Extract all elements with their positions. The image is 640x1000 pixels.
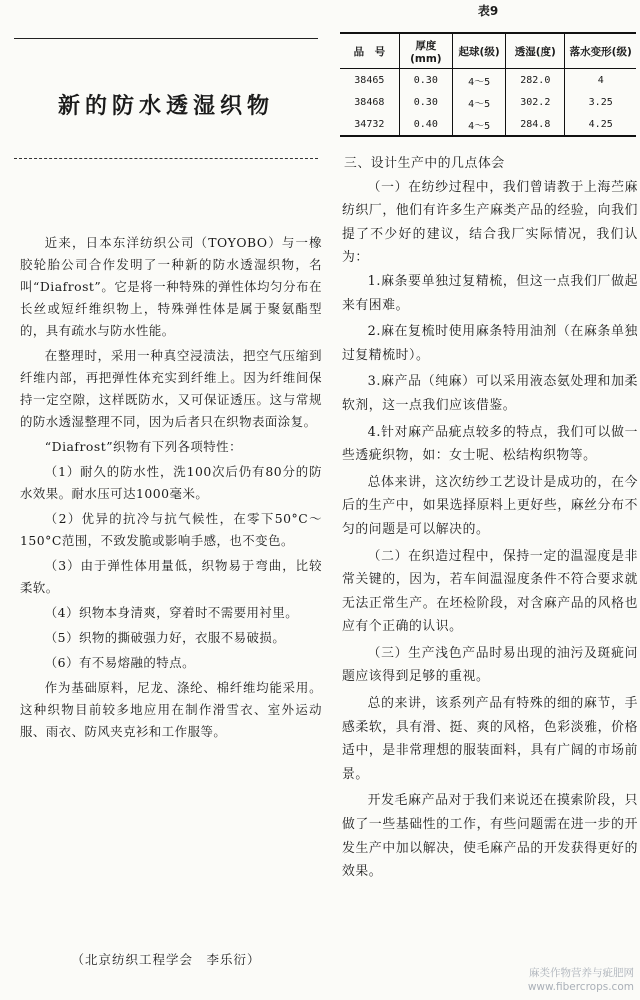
section-paragraph: （三）生产浅色产品时易出现的油污及斑疵问题应该得到足够的重视。 bbox=[342, 645, 638, 685]
section-paragraph: 开发毛麻产品对于我们来说还在摸索阶段，只做了一些基础性的工作，有些问题需在进一步的开发生产中加以解决，使毛麻产品的开发获得更好的效果。 bbox=[342, 793, 638, 880]
column-header: 落水变形(级) bbox=[565, 33, 636, 69]
site-watermark bbox=[528, 966, 634, 994]
table-cell: 302.2 bbox=[506, 91, 565, 113]
table-cell: 4～5 bbox=[452, 113, 505, 136]
section-paragraph: （二）在织造过程中，保持一定的温湿度是非常关键的，因为，若车间温湿度条件不符合要求就无法正常生产。在坯检阶段，对含麻产品的风格也应有个正确的认识。 bbox=[342, 548, 638, 635]
table-cell: 284.8 bbox=[506, 113, 565, 136]
table-cell: 282.0 bbox=[506, 69, 565, 92]
section-paragraph: （一）在纺纱过程中，我们曾请教于上海苎麻纺织厂，他们有许多生产麻类产品的经验，向我们提了不少好的建议，结合我厂实际情况，我们认为： bbox=[342, 179, 638, 266]
section-list-item: 4.针对麻产品疵点较多的特点，我们可以做一些透疵织物，如：女士呢、松结构织物等。 bbox=[342, 424, 638, 464]
feature-item: （4）织物本身清爽，穿着时不需要用衬里。 bbox=[44, 605, 299, 620]
table-cell: 38465 bbox=[354, 74, 385, 86]
article-title: 新的防水透湿织物 bbox=[57, 93, 274, 119]
author-signoff: （北京纺织工程学会 李乐衍） bbox=[71, 952, 261, 967]
feature-item: （2）优异的抗冷与抗气候性，在零下50°C～150°C范围，不致发脆或影响手感，也不变色。 bbox=[20, 511, 322, 548]
table-header-row bbox=[340, 33, 636, 69]
article-paragraph: “Diafrost”织物有下列各项特性： bbox=[44, 439, 242, 454]
column-header: 起球(级) bbox=[452, 33, 505, 69]
table-row bbox=[340, 113, 636, 136]
table-cell: 4～5 bbox=[452, 91, 505, 113]
table-cell: 0.30 bbox=[399, 69, 452, 92]
article-paragraph: 近来，日本东洋纺织公司（TOYOBO）与一橡胶轮胎公司合作发明了一种新的防水透湿织物，名叫“Diafrost”。它是将一种特殊的弹性体均匀分布在长丝或短纤维织物上，特殊弹性体是属于聚氨酯型的，具有疏水与防水性能。 bbox=[20, 235, 322, 338]
table-cell: 0.30 bbox=[399, 91, 452, 113]
article-body bbox=[20, 232, 322, 746]
table-cell: 38468 bbox=[354, 96, 385, 108]
title-bottom-rule bbox=[14, 158, 318, 159]
article-paragraph: 作为基础原料，尼龙、涤纶、棉纤维均能采用。这种织物目前较多地应用在制作滑雪衣、室外运动服、雨衣、防风夹克衫和工作服等。 bbox=[20, 680, 322, 739]
section-paragraph: 总体来讲，这次纺纱工艺设计是成功的，在今后的生产中，如果选择原料上更好些，麻丝分布不匀的问题是可以解决的。 bbox=[342, 474, 638, 537]
table-cell: 34732 bbox=[340, 113, 399, 136]
section-body bbox=[342, 152, 638, 887]
table-row bbox=[340, 69, 636, 92]
table-cell: 0.40 bbox=[399, 113, 452, 136]
feature-item: （3）由于弹性体用量低，织物易于弯曲，比较柔软。 bbox=[20, 558, 322, 595]
section-list-item: 1.麻条要单独过复精梳，但这一点我们厂做起来有困难。 bbox=[342, 273, 638, 313]
section-heading: 三、设计生产中的几点体会 bbox=[344, 156, 505, 171]
watermark-url: www.fibercrops.com bbox=[527, 981, 634, 993]
right-column bbox=[336, 0, 640, 1000]
section-list-item: 2.麻在复梳时使用麻条特用油剂（在麻条单独过复精梳时）。 bbox=[342, 324, 638, 363]
watermark-site-name: 麻类作物营养与疵肥网 bbox=[529, 967, 634, 979]
column-header: 品 号 bbox=[340, 33, 399, 69]
feature-item: （6）有不易熔融的特点。 bbox=[44, 655, 195, 670]
table-cell: 4.25 bbox=[565, 113, 636, 136]
column-header: 透湿(度) bbox=[506, 33, 565, 69]
data-table bbox=[340, 32, 636, 137]
table-cell: 3.25 bbox=[565, 91, 636, 113]
table-title: 表9 bbox=[477, 4, 499, 18]
table-cell: 4～5 bbox=[452, 69, 505, 92]
section-paragraph: 总的来讲，该系列产品有特殊的细的麻节，手感柔软，具有滑、挺、爽的风格，色彩淡雅，价格适中，是非常理想的服装面料，具有广阔的市场前景。 bbox=[342, 696, 638, 782]
feature-item: （1）耐久的防水性，洗100次后仍有80分的防水效果。耐水压可达1000毫米。 bbox=[20, 464, 322, 501]
article-paragraph: 在整理时，采用一种真空浸渍法，把空气压缩到纤维内部，再把弹性体充实到纤维上。因为纤维间保持一定空隙，这样既防水，又可保证透压。这与常规的防水透湿整理不同，因为后者只在织物表面涂复。 bbox=[20, 348, 322, 429]
feature-item: （5）织物的撕破强力好，衣服不易破损。 bbox=[44, 630, 286, 645]
title-top-rule bbox=[14, 38, 318, 39]
title-box bbox=[14, 52, 318, 156]
table-row bbox=[340, 91, 636, 113]
section-list-item: 3.麻产品（纯麻）可以采用液态氨处理和加柔软剂，这一点我们应该借鉴。 bbox=[342, 374, 638, 413]
table-cell: 4 bbox=[565, 69, 636, 92]
column-header: 厚度(mm) bbox=[399, 33, 452, 69]
